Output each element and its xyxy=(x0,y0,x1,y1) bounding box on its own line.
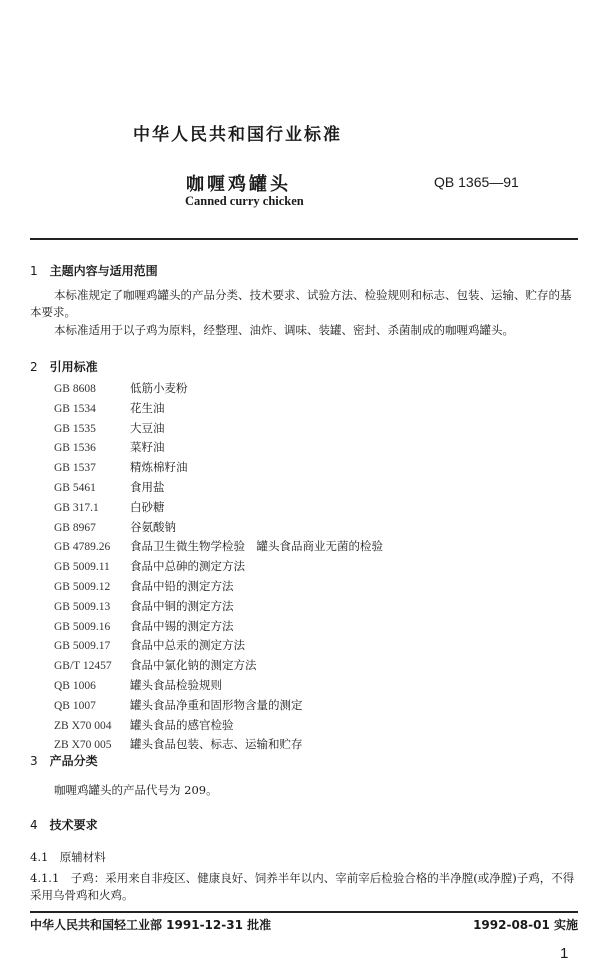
reference-code: GB 5009.11 xyxy=(54,561,110,574)
reference-code: QB 1007 xyxy=(54,699,96,712)
section-title: 技术要求 xyxy=(49,818,98,832)
reference-code: GB 1536 xyxy=(54,442,96,455)
reference-item xyxy=(54,716,383,736)
reference-code: GB 1535 xyxy=(54,422,96,435)
reference-name: 罐头食品检验规则 xyxy=(130,677,222,692)
standard-code: QB 1365—91 xyxy=(434,174,519,190)
reference-code: GB 8967 xyxy=(54,521,96,534)
section-number: 1 xyxy=(30,264,38,278)
reference-item xyxy=(54,379,383,399)
reference-item xyxy=(54,399,383,419)
reference-list xyxy=(54,379,383,755)
section-4-heading xyxy=(30,816,98,833)
standard-type-heading: 中华人民共和国行业标准 xyxy=(133,125,342,145)
section-number: 4 xyxy=(30,818,38,832)
reference-name: 罐头食品的感官检验 xyxy=(130,717,234,732)
reference-code: GB 1534 xyxy=(54,402,96,415)
english-title: Canned curry chicken xyxy=(185,194,304,208)
effective-date: 1992-08-01 实施 xyxy=(473,918,578,932)
reference-name: 食品中锡的测定方法 xyxy=(130,618,234,633)
reference-item xyxy=(54,597,383,617)
reference-item xyxy=(54,518,383,538)
section-number: 3 xyxy=(30,754,38,768)
reference-item xyxy=(54,419,383,439)
reference-code: QB 1006 xyxy=(54,679,96,692)
section-title: 主题内容与适用范围 xyxy=(49,264,158,278)
reference-name: 精炼棉籽油 xyxy=(130,460,188,475)
section-title: 产品分类 xyxy=(49,754,98,768)
section-2-heading xyxy=(30,358,98,375)
section-3-paragraph: 咖喱鸡罐头的产品代号为 209。 xyxy=(54,783,218,797)
reference-item xyxy=(54,498,383,518)
reference-name: 食用盐 xyxy=(130,479,165,494)
reference-code: GB 5461 xyxy=(54,481,96,494)
subsection-4-1-1: 4.1.1 子鸡：采用来自非疫区、健康良好、饲养半年以内、宰前宰后检验合格的半净膛(或净膛)子鸡，不得采用乌骨鸡和火鸡。 xyxy=(30,871,575,902)
reference-code: GB 1537 xyxy=(54,462,96,475)
reference-code: GB 5009.16 xyxy=(54,620,111,633)
section-1-paragraph-1: 本标准规定了咖喱鸡罐头的产品分类、技术要求、试验方法、检验规则和标志、包装、运输、贮存的基本要求。 xyxy=(30,288,572,319)
subsection-4-1: 4.1 原辅材料 xyxy=(30,850,106,864)
reference-item xyxy=(54,617,383,637)
reference-code: GB 5009.17 xyxy=(54,640,111,653)
reference-code: GB 8608 xyxy=(54,383,96,395)
reference-name: 罐头食品包装、标志、运输和贮存 xyxy=(130,737,303,752)
reference-name: 食品中氯化钠的测定方法 xyxy=(130,658,257,673)
reference-item xyxy=(54,676,383,696)
reference-name: 低筋小麦粉 xyxy=(130,381,188,395)
reference-code: GB 5009.13 xyxy=(54,600,111,613)
reference-name: 食品卫生微生物学检验 罐头食品商业无菌的检验 xyxy=(130,539,383,554)
reference-name: 白砂糖 xyxy=(130,499,165,514)
reference-item xyxy=(54,537,383,557)
reference-item xyxy=(54,735,383,755)
footer-divider xyxy=(30,911,578,913)
reference-name: 大豆油 xyxy=(130,420,165,435)
reference-code: GB 317.1 xyxy=(54,501,99,514)
reference-code: GB/T 12457 xyxy=(54,660,112,673)
reference-name: 食品中铅的测定方法 xyxy=(130,578,234,593)
header-divider xyxy=(30,238,578,240)
reference-item xyxy=(54,478,383,498)
section-1-paragraph-2: 本标准适用于以子鸡为原料，经整理、油炸、调味、装罐、密封、杀菌制成的咖喱鸡罐头。 xyxy=(54,323,514,337)
reference-code: GB 4789.26 xyxy=(54,541,111,554)
reference-name: 食品中总砷的测定方法 xyxy=(130,559,245,574)
section-3-heading xyxy=(30,752,98,769)
reference-code: ZB X70 005 xyxy=(54,739,112,752)
reference-code: ZB X70 004 xyxy=(54,719,112,732)
page-number: 1 xyxy=(560,945,569,962)
reference-item xyxy=(54,438,383,458)
section-title: 引用标准 xyxy=(49,360,98,374)
reference-code: GB 5009.12 xyxy=(54,580,111,593)
reference-item xyxy=(54,557,383,577)
reference-name: 食品中铜的测定方法 xyxy=(130,598,234,613)
approval-date: 中华人民共和国轻工业部 1991-12-31 批准 xyxy=(30,918,272,932)
reference-name: 花生油 xyxy=(130,400,165,415)
reference-name: 菜籽油 xyxy=(130,440,165,455)
reference-item xyxy=(54,656,383,676)
section-number: 2 xyxy=(30,360,38,374)
reference-name: 谷氨酸钠 xyxy=(130,519,176,534)
section-1-heading xyxy=(30,262,158,279)
reference-item xyxy=(54,696,383,716)
reference-item xyxy=(54,458,383,478)
reference-item xyxy=(54,577,383,597)
reference-name: 食品中总汞的测定方法 xyxy=(130,638,245,653)
document-title: 咖喱鸡罐头 xyxy=(186,174,291,195)
reference-name: 罐头食品净重和固形物含量的测定 xyxy=(130,697,303,712)
reference-item xyxy=(54,636,383,656)
